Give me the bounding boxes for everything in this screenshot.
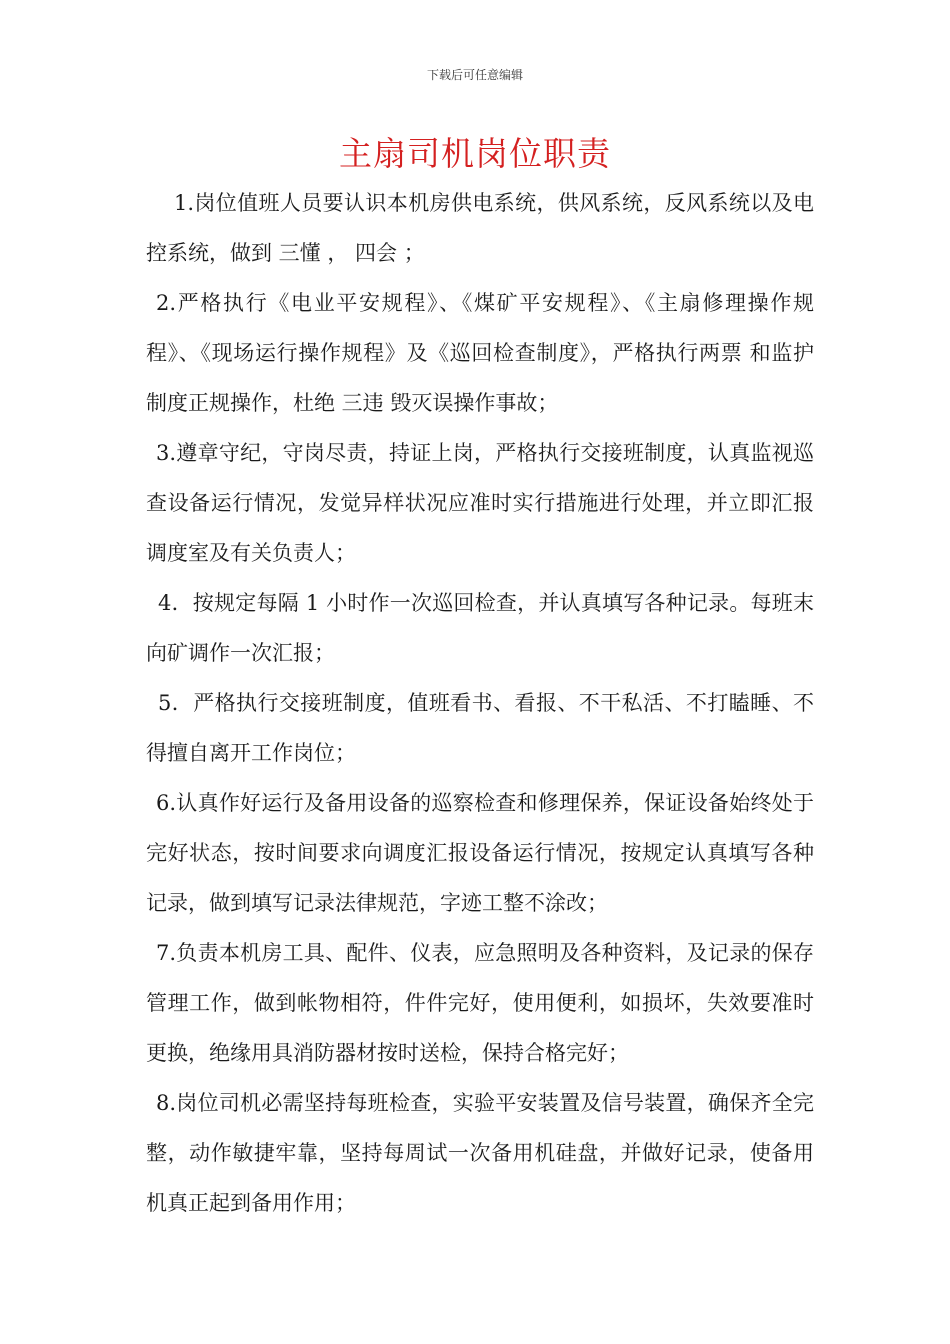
paragraph-8: 8.岗位司机必需坚持每班检查，实验平安装置及信号装置，确保齐全完整，动作敏捷牢靠，坚持每周试一次备用机硅盘，并做好记录，使备用机真正起到备用作用；	[146, 1091, 814, 1215]
paragraph-7: 7.负责本机房工具、配件、仪表，应急照明及各种资料，及记录的保存管理工作，做到帐物相符，件件完好，使用便利，如损坏，失效要准时更换，绝缘用具消防器材按时送检，保持合格完好；	[146, 941, 814, 1065]
paragraph-3: 3.遵章守纪，守岗尽责，持证上岗，严格执行交接班制度，认真监视巡查设备运行情况，发觉异样状况应准时实行措施进行处理，并立即汇报调度室及有关负责人；	[146, 441, 814, 565]
paragraph-5: 5．严格执行交接班制度，值班看书、看报、不干私活、不打瞌睡、不得擅自离开工作岗位；	[146, 691, 814, 765]
document-title: 主扇司机岗位职责	[339, 134, 611, 173]
paragraph-6: 6.认真作好运行及备用设备的巡察检查和修理保养，保证设备始终处于完好状态，按时间要求向调度汇报设备运行情况，按规定认真填写各种记录，做到填写记录法律规范，字迹工整不涂改；	[146, 791, 814, 915]
paragraph-4: 4．按规定每隔 1 小时作一次巡回检查，并认真填写各种记录。每班末向矿调作一次汇报；	[146, 591, 814, 665]
paragraph-1: 1.岗位值班人员要认识本机房供电系统，供风系统，反风系统以及电控系统，做到 三懂 ， 四会 ；	[146, 191, 814, 265]
document-body	[146, 178, 814, 1228]
paragraph-2: 2.严格执行《电业平安规程》、《煤矿平安规程》、《主扇修理操作规程》、《现场运行操作规程》及《巡回检查制度》，严格执行两票 和监护制度正规操作，杜绝 三违 毁灭误操作事故；	[146, 291, 814, 415]
header-note: 下载后可任意编辑	[426, 68, 523, 82]
